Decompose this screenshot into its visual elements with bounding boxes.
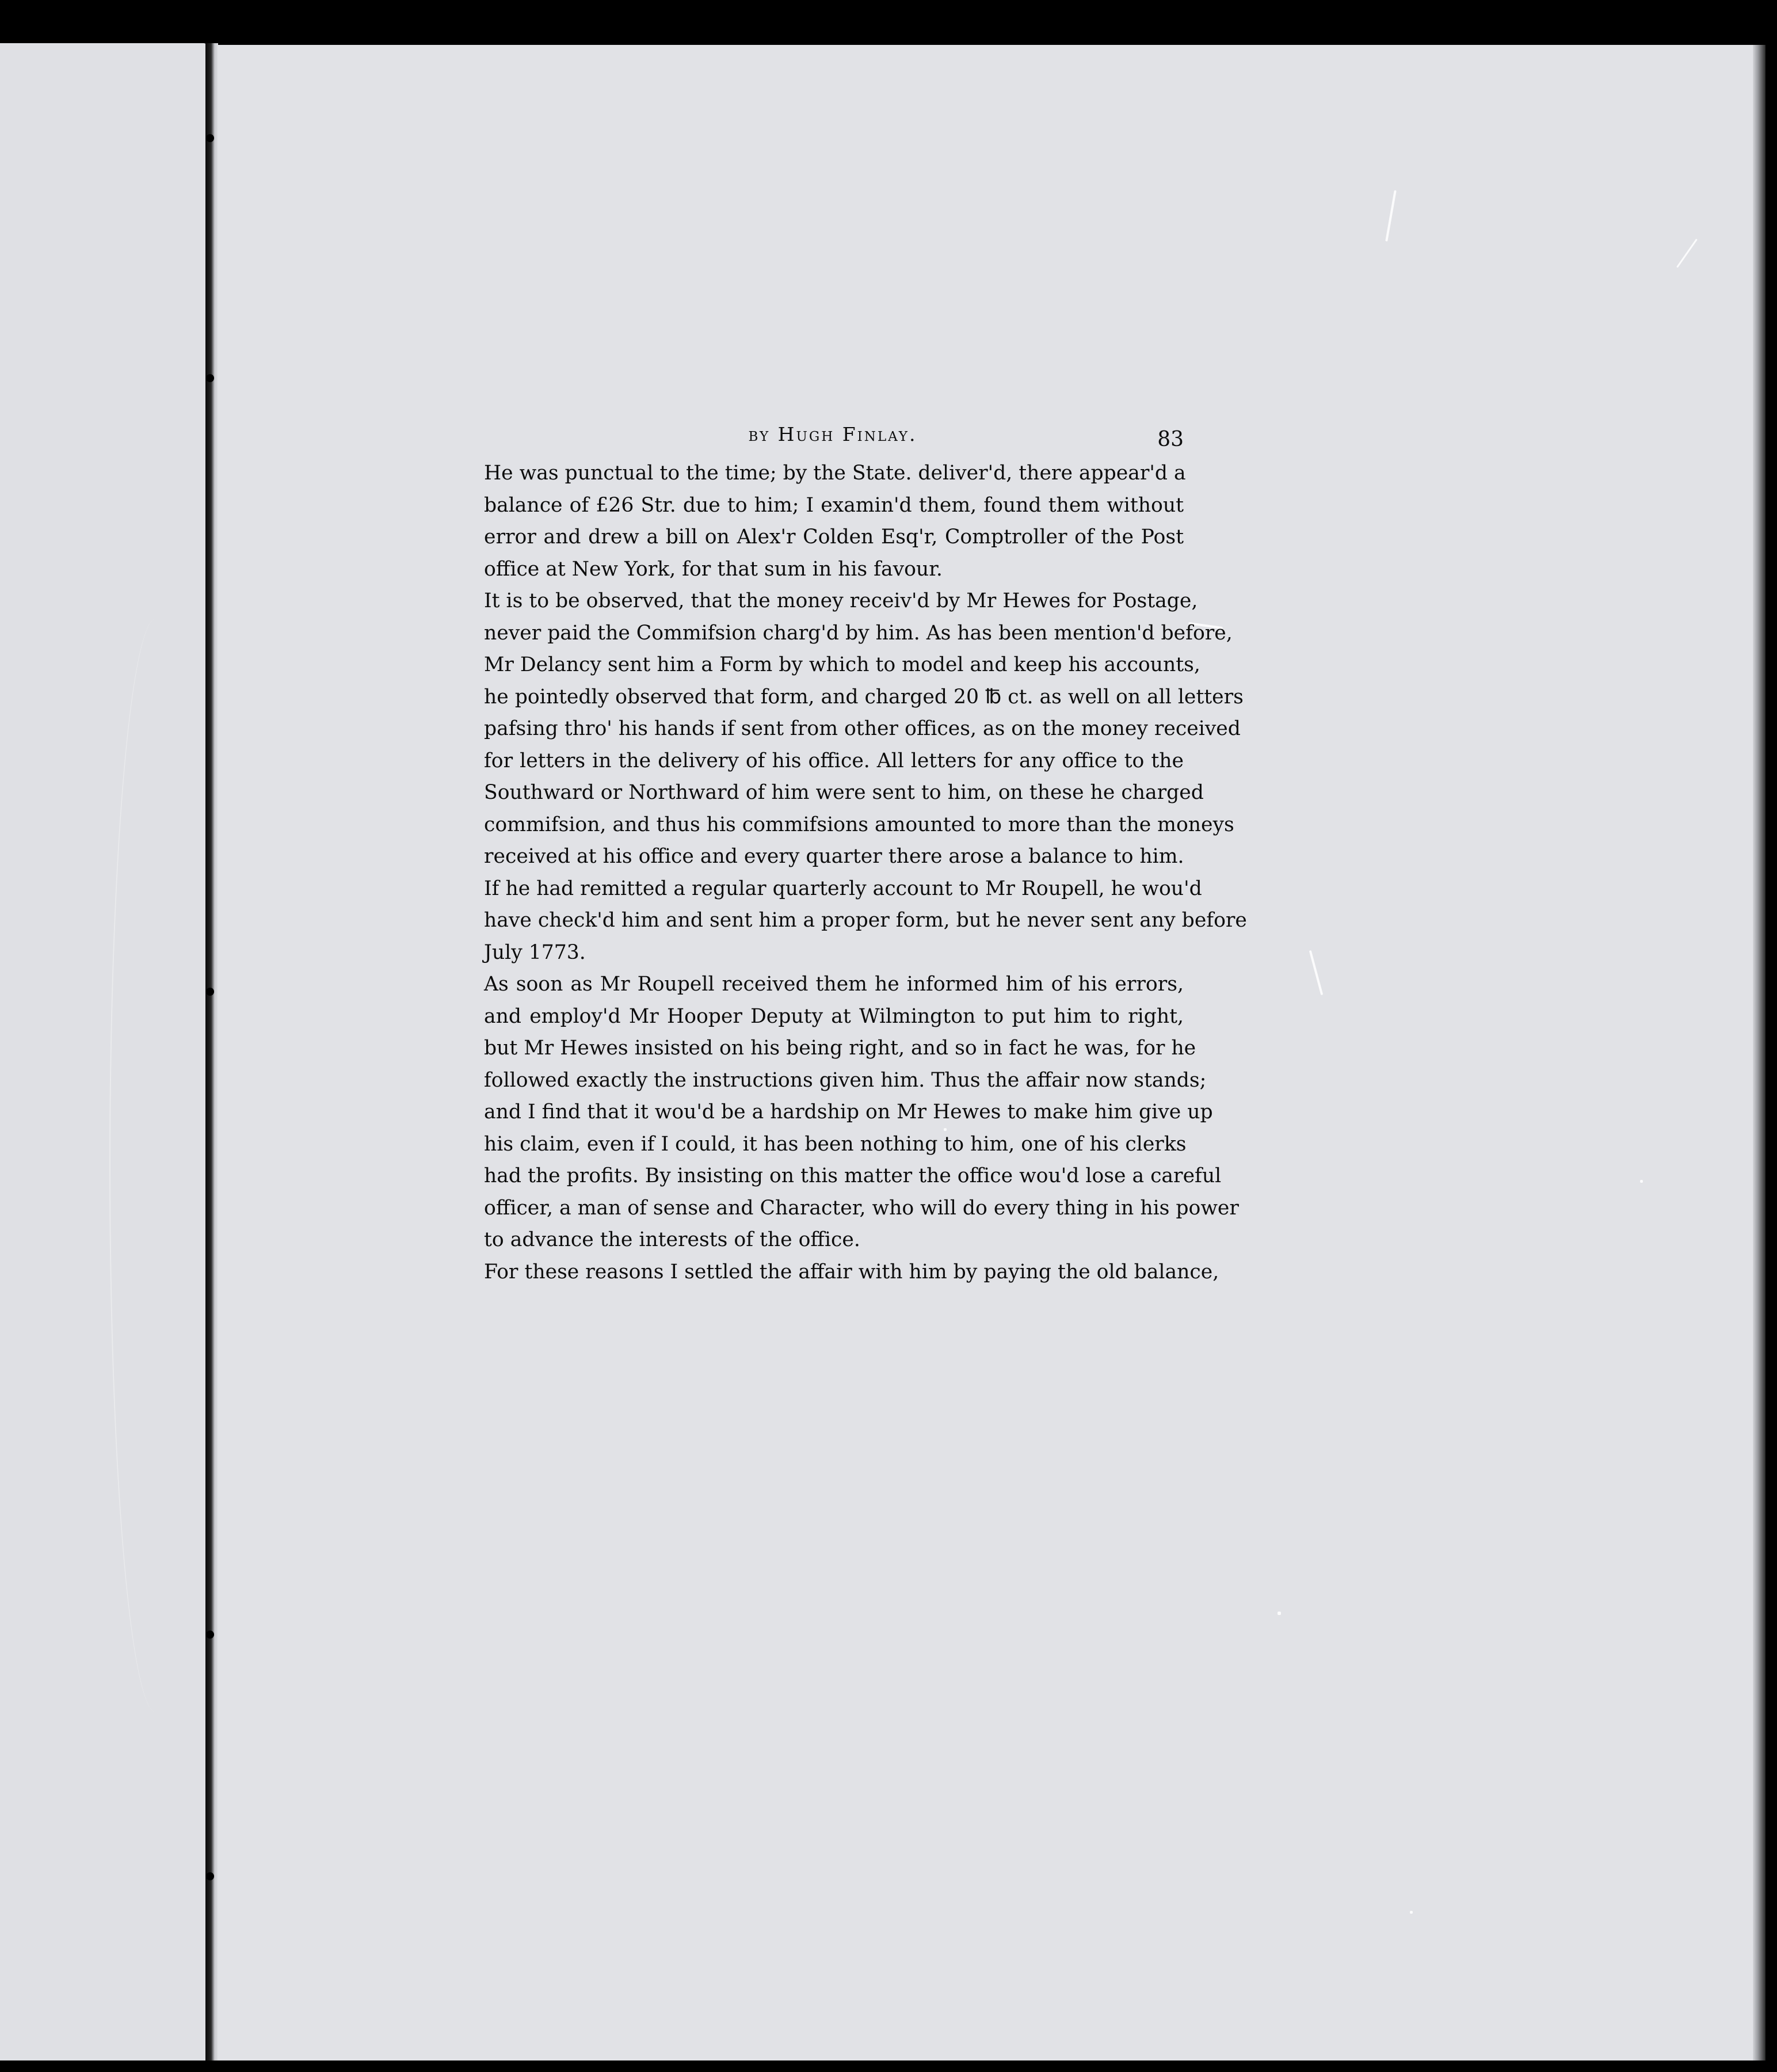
text-line: July 1773. [484, 940, 586, 964]
page-text [459, 423, 1247, 1288]
paragraph [459, 1256, 1219, 1289]
text-line: to advance the interests of the office. [484, 1228, 860, 1251]
binding-stitch [206, 134, 214, 142]
text-line: pafsing thro' his hands if sent from other offices, as on the money received [484, 717, 1241, 740]
text-line: For these reasons I settled the affair with him by paying the old balance, [484, 1260, 1219, 1283]
dust-speck [1410, 1911, 1413, 1914]
binding-stitch [206, 1631, 214, 1639]
running-title: by Hugh Finlay. [748, 423, 917, 445]
text-line: balance of £26 Str. due to him; I examin'd them, found them without [484, 493, 1184, 517]
page-curl-sheen [109, 619, 203, 1712]
binding-stitch [206, 988, 214, 996]
page-number: 83 [1157, 428, 1184, 451]
binding-stitch [206, 374, 214, 382]
text-line: received at his office and every quarter there arose a balance to him. [484, 845, 1184, 868]
text-line: commifsion, and thus his commifsions amounted to more than the moneys [484, 813, 1234, 836]
text-line: officer, a man of sense and Character, who will do every thing in his power [484, 1196, 1239, 1220]
text-line: have check'd him and sent him a proper form, but he never sent any before [484, 909, 1247, 932]
text-line: never paid the Commifsion charg'd by him. As has been mention'd before, [484, 621, 1233, 645]
book-gutter [205, 43, 218, 2060]
running-head [459, 423, 1184, 458]
text-line: As soon as Mr Roupell received them he informed him of his errors, [484, 973, 1184, 996]
text-line: error and drew a bill on Alex'r Colden Esq'r, Comptroller of the Post [484, 525, 1184, 549]
paragraph [459, 458, 1184, 585]
paragraph [459, 873, 1247, 969]
text-line: If he had remitted a regular quarterly account to Mr Roupell, he wou'd [484, 877, 1202, 900]
text-line: Southward or Northward of him were sent to him, on these he charged [484, 781, 1204, 804]
text-line: for letters in the delivery of his office. All letters for any office to the [484, 749, 1184, 772]
text-line: Mr Delancy sent him a Form by which to model and keep his accounts, [484, 653, 1200, 676]
dust-speck [1640, 1180, 1643, 1183]
text-line: but Mr Hewes insisted on his being right, and so in fact he was, for he [484, 1037, 1196, 1060]
text-line: his claim, even if I could, it has been nothing to him, one of his clerks [484, 1132, 1187, 1156]
text-line: It is to be observed, that the money receiv'd by Mr Hewes for Postage, [484, 589, 1198, 612]
facing-page-edge [0, 43, 207, 2060]
text-line: followed exactly the instructions given him. Thus the affair now stands; [484, 1068, 1207, 1092]
binding-stitch [206, 1872, 214, 1880]
text-line: office at New York, for that sum in his favour. [484, 557, 943, 581]
paragraph [459, 969, 1239, 1256]
dust-speck [1278, 1612, 1281, 1615]
text-line: he pointedly observed that form, and charged 20 ℔ ct. as well on all letters [484, 685, 1244, 709]
page-fore-edge [1753, 45, 1765, 2060]
text-line: had the profits. By insisting on this matter the office wou'd lose a careful [484, 1164, 1222, 1187]
paragraph [459, 585, 1244, 873]
text-line: and I find that it wou'd be a hardship on Mr Hewes to make him give up [484, 1100, 1213, 1123]
text-line: and employ'd Mr Hooper Deputy at Wilmington to put him to right, [484, 1004, 1184, 1028]
text-line: He was punctual to the time; by the State. deliver'd, there appear'd a [484, 462, 1186, 485]
